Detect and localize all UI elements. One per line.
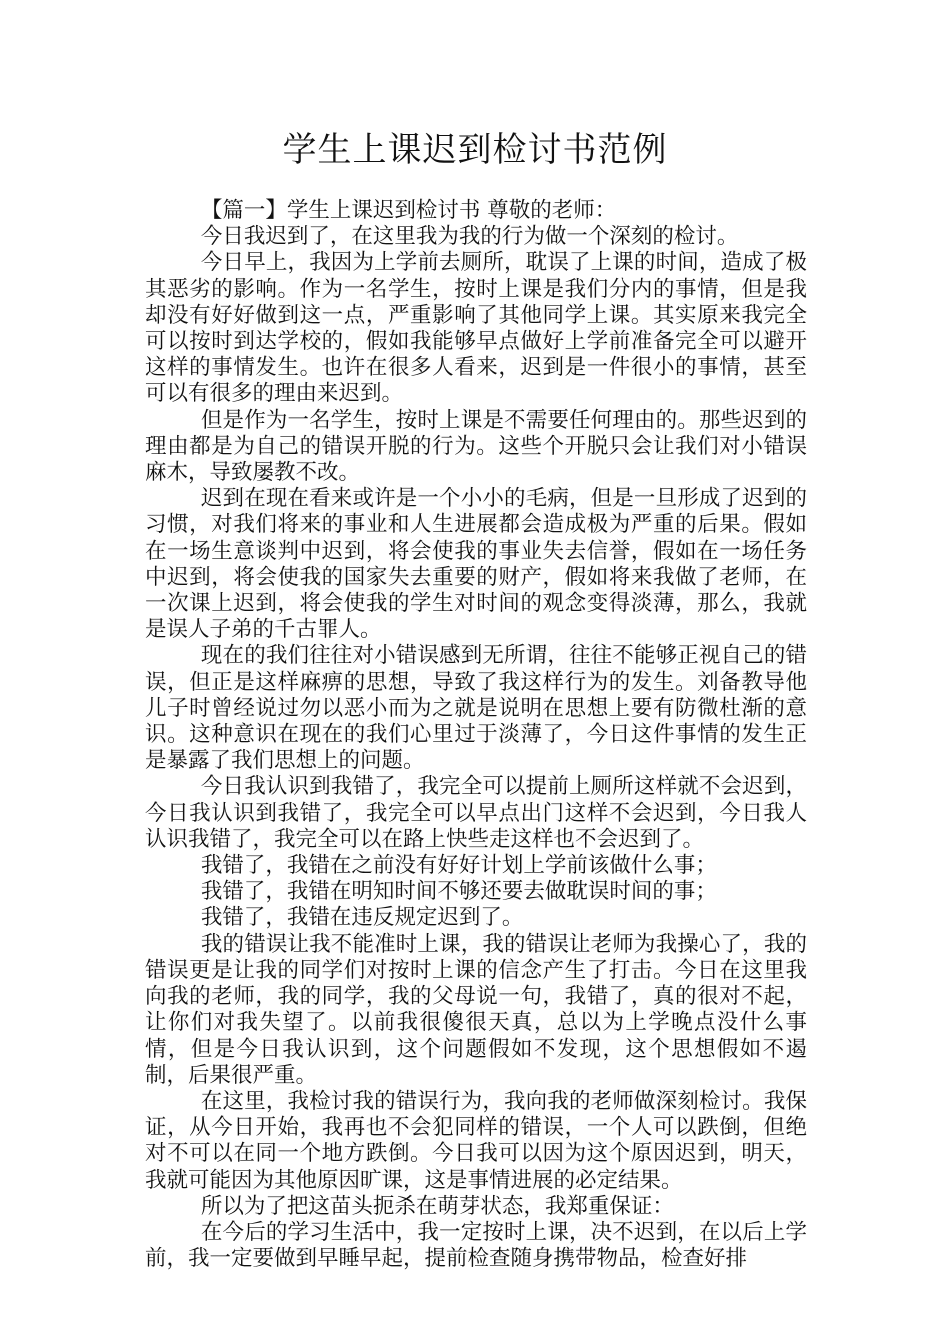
paragraph: 在今后的学习生活中，我一定按时上课，决不迟到，在以后上学前，我一定要做到早睡早起，提前检查随身携带物品，检查好排 — [145, 1219, 807, 1272]
paragraph: 我错了，我错在违反规定迟到了。 — [200, 905, 524, 931]
paragraph: 今日我迟到了，在这里我为我的行为做一个深刻的检讨。 — [200, 224, 739, 250]
paragraph: 所以为了把这苗头扼杀在萌芽状态，我郑重保证： — [200, 1193, 674, 1219]
paragraph: 但是作为一名学生，按时上课是不需要任何理由的。那些迟到的理由都是为自己的错误开脱的行为。这些个开脱只会让我们对小错误麻木，导致屡教不改。 — [145, 407, 807, 486]
paragraph: 我错了，我错在明知时间不够还要去做耽误时间的事； — [200, 879, 717, 905]
paragraph: 今日早上，我因为上学前去厕所，耽误了上课的时间，造成了极其恶劣的影响。作为一名学生，按时上课是我们分内的事情，但是我却没有好好做到这一点，严重影响了其他同学上课。其实原来我完全可以按时到达学校的，假如我能够早点做好上学前准备完全可以避开这样的事情发生。也许在很多人看来，迟到是一件很小的事情，甚至可以有很多的理由来迟到。 — [145, 250, 807, 407]
paragraph: 现在的我们往往对小错误感到无所谓，往往不能够正视自己的错误，但正是这样麻痹的思想，导致了我这样行为的发生。刘备教导他儿子时曾经说过勿以恶小而为之就是说明在思想上要有防微杜渐的意识。这种意识在现在的我们心里过于淡薄了，今日这件事情的发生正是暴露了我们思想上的问题。 — [145, 643, 807, 774]
paragraph: 我错了，我错在之前没有好好计划上学前该做什么事； — [200, 853, 717, 879]
paragraph: 我的错误让我不能准时上课，我的错误让老师为我操心了，我的错误更是让我的同学们对按时上课的信念产生了打击。今日在这里我向我的老师，我的同学，我的父母说一句，我错了，真的很对不起，让你们对我失望了。以前我很傻很天真，总以为上学晚点没什么事情，但是今日我认识到，这个问题假如不发现，这个思想假如不遏制，后果很严重。 — [145, 931, 807, 1088]
paragraph: 今日我认识到我错了，我完全可以提前上厕所这样就不会迟到，今日我认识到我错了，我完全可以早点出门这样不会迟到，今日我人认识我错了，我完全可以在路上快些走这样也不会迟到了。 — [145, 774, 807, 852]
paragraph: 【篇一】学生上课迟到检讨书 尊敬的老师： — [200, 198, 617, 223]
document-title: 学生上课迟到检讨书范例 — [282, 130, 668, 170]
paragraph: 迟到在现在看来或许是一个小小的毛病，但是一旦形成了迟到的习惯，对我们将来的事业和人生进展都会造成极为严重的后果。假如在一场生意谈判中迟到，将会使我的事业失去信誉，假如在一场任务中迟到，将会使我的国家失去重要的财产，假如将来我做了老师，在一次课上迟到，将会使我的学生对时间的观念变得淡薄，那么，我就是误人子弟的千古罪人。 — [145, 486, 807, 643]
document-body — [145, 198, 807, 1272]
paragraph: 在这里，我检讨我的错误行为，我向我的老师做深刻检讨。我保证，从今日开始，我再也不会犯同样的错误，一个人可以跌倒，但绝对不可以在同一个地方跌倒。今日我可以因为这个原因迟到，明天，我就可能因为其他原因旷课，这是事情进展的必定结果。 — [145, 1088, 807, 1193]
